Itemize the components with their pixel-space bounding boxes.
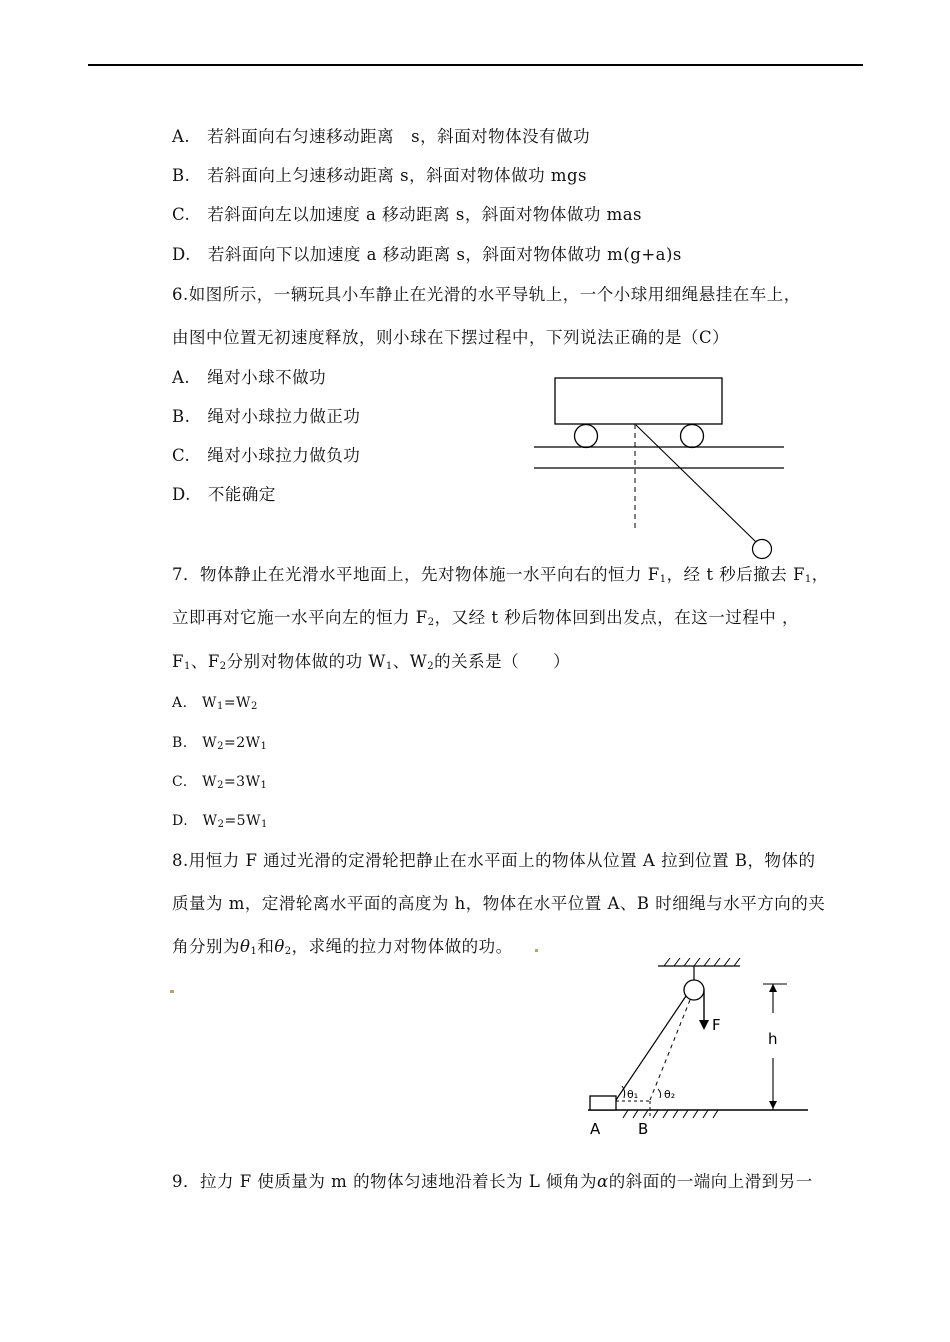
- cart-wheel-right: [681, 425, 704, 448]
- q8-stem-line3: 角分别为$\theta_1$和$\theta_2$，求绳的拉力对物体做的功。: [172, 937, 538, 962]
- q8-pulley-figure: [578, 958, 812, 1138]
- force-label: F: [712, 1016, 721, 1034]
- rope-a: [616, 996, 686, 1100]
- q5-option-b: B. 若斜面向上匀速移动距离 s，斜面对物体做功 mgs: [172, 166, 588, 185]
- q6-stem-line2: 由图中位置无初速度释放，则小球在下摆过程中，下列说法正确的是（C）: [172, 328, 730, 347]
- q7-option-d: D. $W_2=5W_1$: [172, 813, 268, 830]
- cart-wheel-left: [575, 425, 598, 448]
- height-label: h: [768, 1030, 778, 1048]
- stray-mark: [170, 990, 174, 993]
- q6-cart-figure: [528, 372, 790, 564]
- q7-stem-line2: 立即再对它施一水平向左的恒力 $F_2$，又经 t 秒后物体回到出发点，在这一过程中 ，: [172, 608, 799, 628]
- q7-stem-line3: $F_1$、$F_2$分别对物体做的功 $W_1$、$W_2$的关系是（ ）: [172, 652, 571, 672]
- point-a-label: A: [590, 1120, 601, 1138]
- q7-stem-line1: 7．物体静止在光滑水平地面上，先对物体施一水平向右的恒力 $F_1$，经 t 秒后撤去 $F_1$，: [172, 565, 829, 585]
- q5-option-d: D. 若斜面向下以加速度 a 移动距离 s，斜面对物体做功 m(g+a)s: [172, 245, 682, 264]
- theta2-label: θ₂: [664, 1088, 676, 1101]
- q5-option-c: C. 若斜面向左以加速度 a 移动距离 s，斜面对物体做功 mas: [172, 205, 643, 224]
- q5-option-a: A. 若斜面向右匀速移动距离 s，斜面对物体没有做功: [172, 127, 591, 146]
- cart-body: [555, 378, 722, 424]
- q6-option-a: A. 绳对小球不做功: [172, 368, 327, 387]
- theta1-label: θ₁: [627, 1088, 639, 1101]
- q6-option-c: C. 绳对小球拉力做负功: [172, 446, 361, 465]
- force-arrowhead: [699, 1020, 709, 1030]
- point-b-label: B: [638, 1120, 649, 1138]
- block: [590, 1096, 616, 1110]
- q6-stem-line1: 6.如图所示，一辆玩具小车静止在光滑的水平导轨上，一个小球用细绳悬挂在车上，: [172, 285, 801, 304]
- q8-stem-line1: 8.用恒力 F 通过光滑的定滑轮把静止在水平面上的物体从位置 A 拉到位置 B，物体的: [172, 851, 816, 870]
- q7-option-a: A. $W_1=W_2$: [172, 695, 258, 712]
- q9-stem-line1: 9．拉力 F 使质量为 m 的物体匀速地沿着长为 L 倾角为α的斜面的一端向上滑到另一: [172, 1172, 813, 1191]
- q7-option-b: B. $W_2=2W_1$: [172, 735, 268, 752]
- q6-option-b: B. 绳对小球拉力做正功: [172, 407, 361, 426]
- rope-b: [650, 1000, 690, 1100]
- pulley: [684, 980, 704, 1000]
- q7-option-c: C. $W_2=3W_1$: [172, 774, 268, 791]
- q6-option-d: D. 不能确定: [172, 485, 276, 504]
- q8-stem-line2: 质量为 m，定滑轮离水平面的高度为 h，物体在水平位置 A、B 时细绳与水平方向的夹: [172, 894, 826, 913]
- header-rule: [88, 64, 863, 66]
- ball: [753, 540, 772, 559]
